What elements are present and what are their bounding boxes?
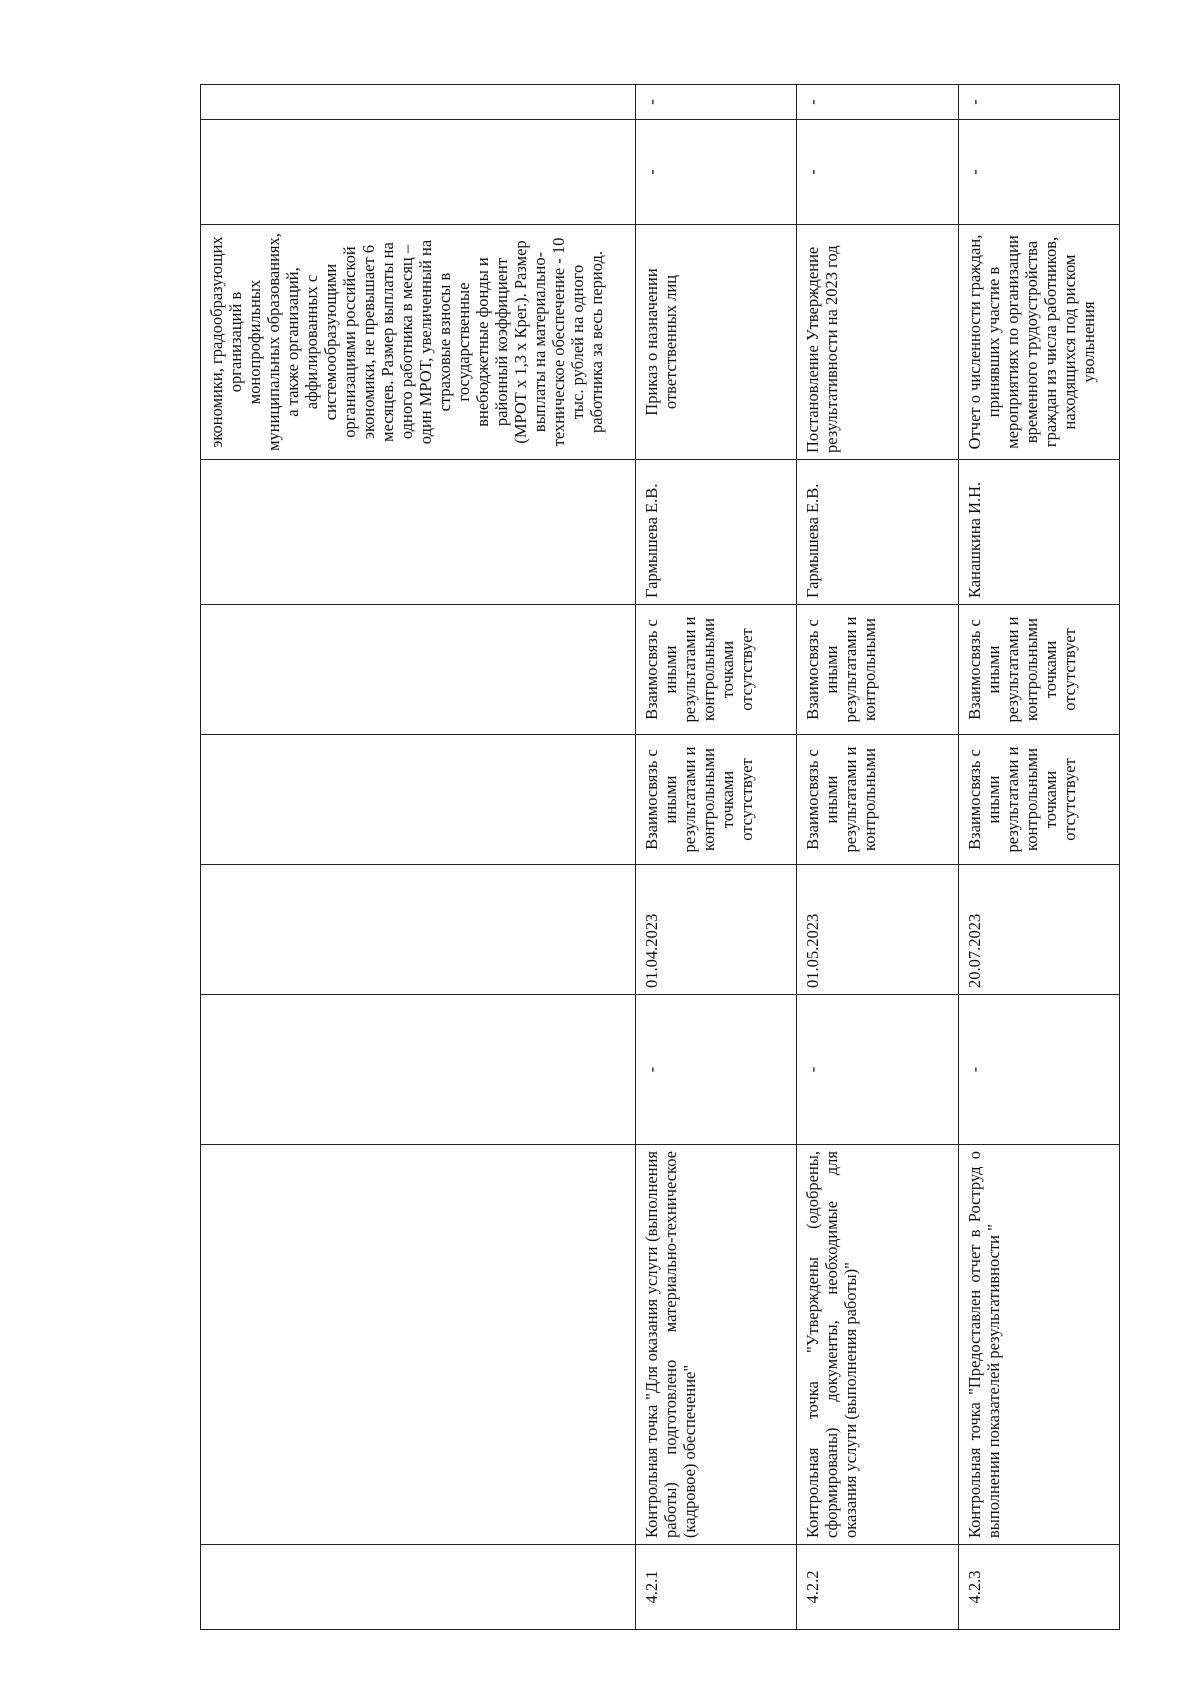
link-previous-cell: Взаимосвязь с иными результатами и контрольными <box>797 735 958 865</box>
info-system-cell: - <box>636 120 797 225</box>
responsible-cell: Канашкина И.Н. <box>958 460 1119 605</box>
control-point-name-cell: Контрольная точка "Утверждены (одобрены, сформированы) документы, необходимые для оказания услуги (выполнения работы)" <box>797 1145 958 1545</box>
extra-cell: - <box>958 85 1119 120</box>
due-date-cell: 01.05.2023 <box>797 865 958 995</box>
base-value-cell <box>201 995 636 1145</box>
document-page <box>200 85 1120 1630</box>
responsible-cell: Гармышева Е.В. <box>636 460 797 605</box>
extra-cell: - <box>636 85 797 120</box>
row-number-cell: 4.2.1 <box>636 1545 797 1630</box>
link-next-cell: Взаимосвязь с иными результатами и контрольными точками отсутствует <box>636 605 797 735</box>
control-point-name-cell: Контрольная точка "Для оказания услуги (выполнения работы) подготовлено материально-техническое (кадровое) обеспечение" <box>636 1145 797 1545</box>
link-next-cell: Взаимосвязь с иными результатами и контрольными точками отсутствует <box>958 605 1119 735</box>
base-value-cell: - <box>636 995 797 1145</box>
row-number-cell <box>201 1545 636 1630</box>
document-type-cell: Постановление Утверждение результативности на 2023 год <box>797 225 958 460</box>
table-row <box>958 85 1119 1630</box>
control-point-name-cell <box>201 1145 636 1545</box>
base-value-cell: - <box>958 995 1119 1145</box>
link-previous-cell <box>201 735 636 865</box>
due-date-cell: 20.07.2023 <box>958 865 1119 995</box>
table-row <box>201 85 636 1630</box>
rotated-content <box>200 85 1120 1630</box>
document-type-cell: экономики, градообразующих организаций в монопрофильных муниципальных образованиях, а также организаций, аффилированных с системообразующими организациями российской экономики, не превышает 6 месяцев. Размер выплаты на одного работника в месяц – один МРОТ, увеличенный на страховые взносы в государственные внебюджетные фонды и районный коэффициент (МРОТ х 1,3 х Крег.). Размер выплаты на материально-техническое обеспечение - 10 тыс. рублей на одного работника за весь период. <box>201 225 636 460</box>
control-points-table <box>200 84 1120 1630</box>
due-date-cell <box>201 865 636 995</box>
info-system-cell <box>201 120 636 225</box>
row-number-cell: 4.2.3 <box>958 1545 1119 1630</box>
link-next-cell: Взаимосвязь с иными результатами и контрольными <box>797 605 958 735</box>
row-number-cell: 4.2.2 <box>797 1545 958 1630</box>
extra-cell <box>201 85 636 120</box>
table-row <box>797 85 958 1630</box>
link-previous-cell: Взаимосвязь с иными результатами и контрольными точками отсутствует <box>636 735 797 865</box>
info-system-cell: - <box>797 120 958 225</box>
info-system-cell: - <box>958 120 1119 225</box>
control-point-name-cell: Контрольная точка "Предоставлен отчет в Роструд о выполнении показателей результативности " <box>958 1145 1119 1545</box>
link-next-cell <box>201 605 636 735</box>
link-previous-cell: Взаимосвязь с иными результатами и контрольными точками отсутствует <box>958 735 1119 865</box>
extra-cell: - <box>797 85 958 120</box>
document-type-cell: Отчет о численности граждан, принявших участие в мероприятиях по организации временного трудоустройства граждан из числа работников, находящихся под риском увольнения <box>958 225 1119 460</box>
document-type-cell: Приказ о назначении ответственных лиц <box>636 225 797 460</box>
due-date-cell: 01.04.2023 <box>636 865 797 995</box>
responsible-cell: Гармышева Е.В. <box>797 460 958 605</box>
table-row <box>636 85 797 1630</box>
responsible-cell <box>201 460 636 605</box>
base-value-cell: - <box>797 995 958 1145</box>
